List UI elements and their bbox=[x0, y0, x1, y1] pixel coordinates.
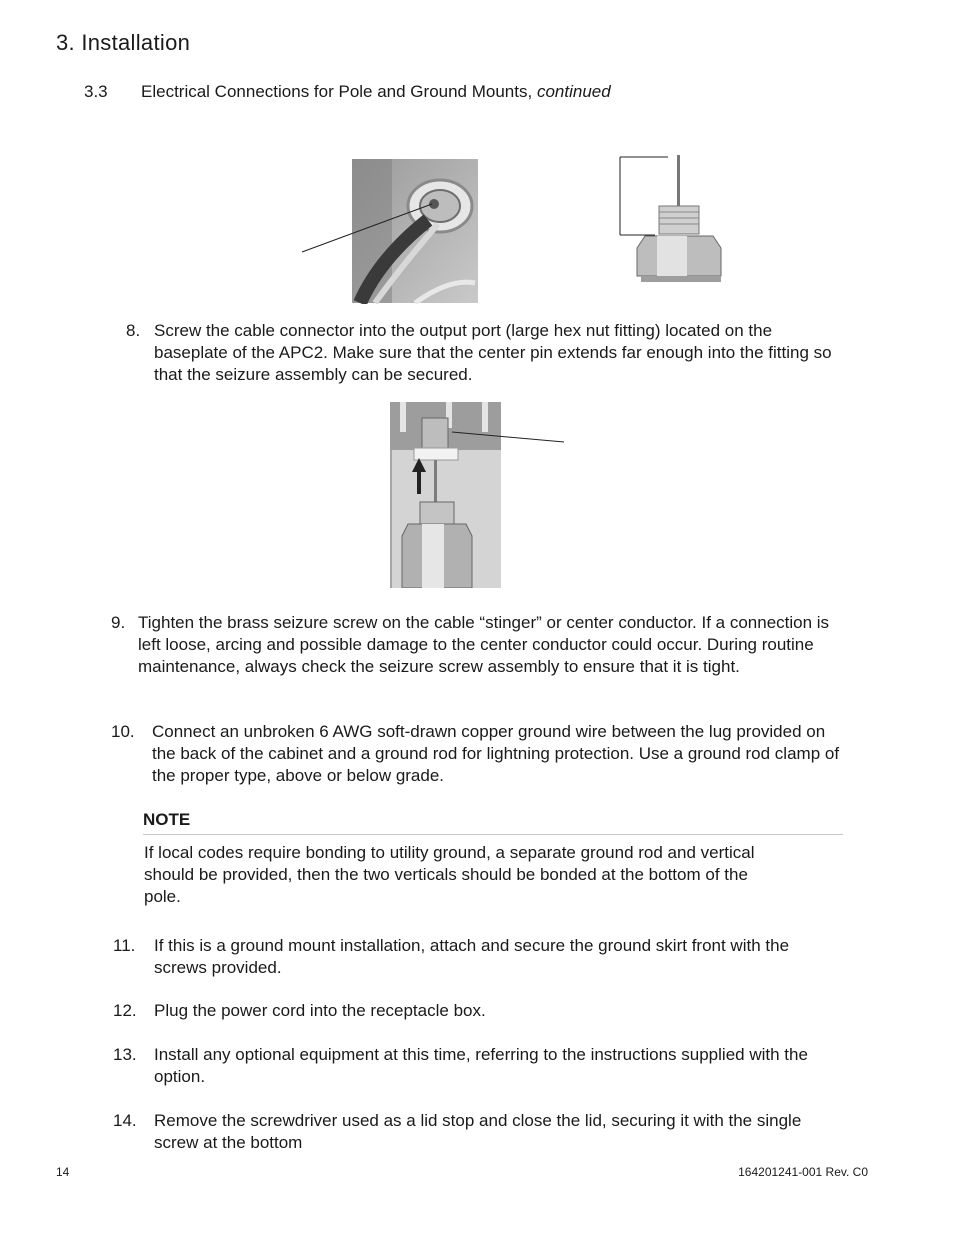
section-number: 3.3 bbox=[84, 82, 108, 101]
chapter-title: 3. Installation bbox=[56, 30, 191, 55]
step-number: 11. bbox=[113, 936, 136, 955]
step-10 bbox=[111, 721, 846, 787]
step-12 bbox=[113, 1000, 848, 1022]
step-text: Plug the power cord into the receptacle box. bbox=[154, 1001, 486, 1020]
step-number: 9. bbox=[111, 613, 126, 632]
step-11 bbox=[113, 935, 848, 979]
step-number: 12. bbox=[113, 1001, 137, 1020]
step-number: 13. bbox=[113, 1045, 137, 1064]
step-8 bbox=[126, 320, 846, 386]
section-title bbox=[141, 82, 611, 102]
note-divider bbox=[143, 834, 843, 835]
section-title-suffix: continued bbox=[536, 82, 611, 101]
section-title-text: Electrical Connections for Pole and Ground Mounts, bbox=[141, 82, 533, 101]
step-number: 14. bbox=[113, 1111, 137, 1130]
step-number: 10. bbox=[111, 722, 135, 741]
connector-insertion-photo bbox=[390, 402, 566, 588]
note-heading: NOTE bbox=[143, 810, 191, 829]
document-id: 164201241-001 Rev. C0 bbox=[738, 1165, 868, 1179]
page-number: 14 bbox=[56, 1165, 70, 1179]
step-9 bbox=[111, 612, 846, 700]
cable-connector-photo bbox=[300, 158, 480, 304]
step-number: 8. bbox=[126, 321, 141, 340]
step-text: Remove the screwdriver used as a lid stop and close the lid, securing it with the single screw at the bottom bbox=[154, 1111, 802, 1152]
step-14 bbox=[113, 1110, 848, 1154]
step-text: If this is a ground mount installation, attach and secure the ground skirt front with the screws provided. bbox=[154, 936, 790, 977]
step-text: Connect an unbroken 6 AWG soft-drawn copper ground wire between the lug provided on the back of the cabinet and a ground rod for lightning protection. Use a ground rod clamp of the proper type, above or below grade. bbox=[152, 722, 840, 785]
note-body: If local codes require bonding to utility ground, a separate ground rod and vertical should be provided, then the two verticals should be bonded at the bottom of the pole. bbox=[144, 843, 755, 906]
step-13 bbox=[113, 1044, 848, 1088]
step-text: Install any optional equipment at this time, referring to the instructions supplied with the option. bbox=[154, 1045, 808, 1086]
step-text: Screw the cable connector into the output port (large hex nut fitting) located on the baseplate of the APC2. Make sure that the center pin extends far enough into the fitting so that the seizure assembly can be secured. bbox=[154, 321, 832, 384]
step-text: Tighten the brass seizure screw on the cable “stinger” or center conductor. If a connection is left loose, arcing and possible damage to the center conductor could occur. During routine maintenance, always check the seizure screw assembly to ensure that it is tight. bbox=[138, 613, 830, 676]
connector-fitting-photo bbox=[615, 150, 725, 282]
